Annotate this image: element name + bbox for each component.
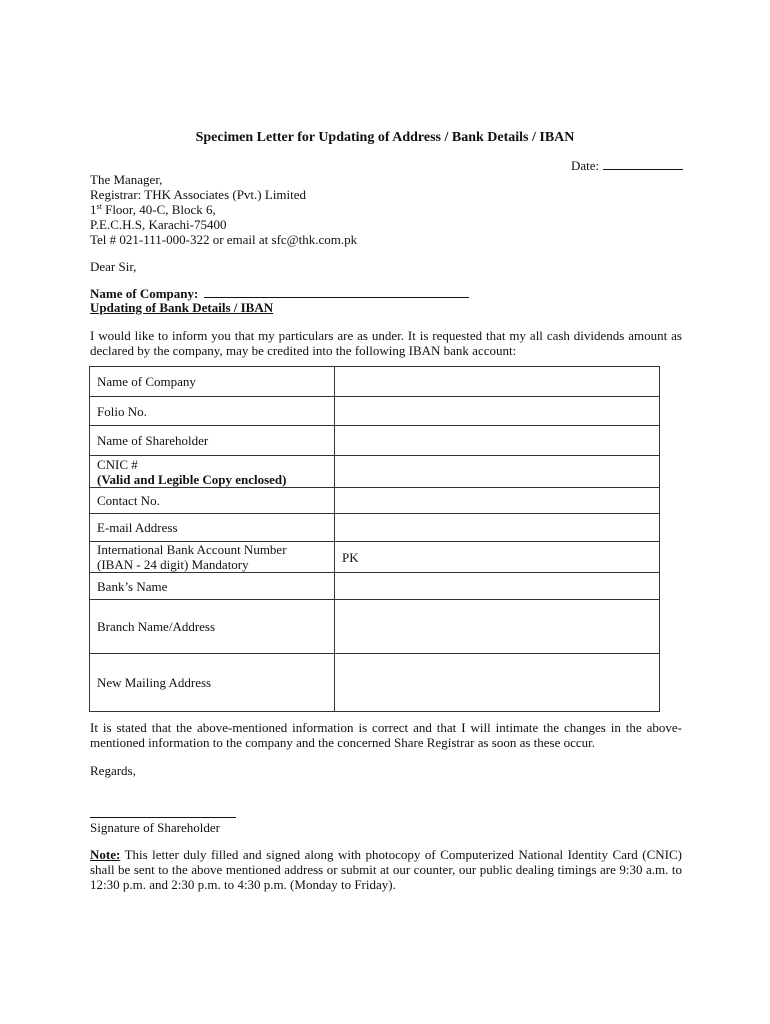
recipient-address <box>90 172 357 247</box>
table-row <box>90 426 660 456</box>
cnic-note: (Valid and Legible Copy enclosed) <box>97 471 287 487</box>
form-label: E-mail Address <box>90 514 335 542</box>
signature-line[interactable] <box>90 805 236 818</box>
floor-suffix: st <box>96 202 102 211</box>
table-row <box>90 542 660 573</box>
table-row <box>90 654 660 712</box>
table-row <box>90 600 660 654</box>
table-row <box>90 367 660 397</box>
address-line: Tel # 021-111-000-322 or email at sfc@thk.com.pk <box>90 232 358 247</box>
subject-line: Updating of Bank Details / IBAN <box>90 300 274 315</box>
date-blank <box>603 157 683 170</box>
cnic-label-cell <box>90 456 335 488</box>
table-row <box>90 488 660 514</box>
closing: Regards, <box>90 763 136 778</box>
address-line: The Manager, <box>90 172 163 187</box>
mailing-address-field[interactable] <box>335 654 660 712</box>
form-label: CNIC # <box>97 456 138 472</box>
form-label: Branch Name/Address <box>90 600 335 654</box>
table-row <box>90 397 660 426</box>
address-line: P.E.C.H.S, Karachi-75400 <box>90 217 227 232</box>
note-paragraph <box>90 847 682 892</box>
statement-paragraph: It is stated that the above-mentioned information is correct and that I will intimate the changes in the above-mentioned information to the company and the concerned Share Registrar as soon as these occur. <box>90 720 682 750</box>
form-label: New Mailing Address <box>90 654 335 712</box>
bank-name-field[interactable] <box>335 573 660 600</box>
table-row <box>90 514 660 542</box>
branch-field[interactable] <box>335 600 660 654</box>
iban-label-cell <box>90 542 335 573</box>
table-row <box>90 456 660 488</box>
company-blank <box>204 285 469 298</box>
address-floor-text: Floor, 40-C, Block 6, <box>105 202 216 217</box>
company-name-field[interactable] <box>335 367 660 397</box>
address-line: Registrar: THK Associates (Pvt.) Limited <box>90 187 307 202</box>
note-text: This letter duly filled and signed along with photocopy of Computerized National Identity Card (CNIC) shall be sent to the above mentioned address or submit at our counter, our public dealing timings are 9:30 a.m. to 12:30 p.m. and 2:30 p.m. to 4:30 p.m. (Monday to Friday). <box>90 847 682 892</box>
shareholder-name-field[interactable] <box>335 426 660 456</box>
date-line <box>571 157 683 173</box>
intro-paragraph: I would like to inform you that my particulars are as under. It is requested that my all cash dividends amount as declared by the company, may be credited into the following IBAN bank account: <box>90 328 682 358</box>
form-label: Name of Shareholder <box>90 426 335 456</box>
note-label: Note: <box>90 847 121 862</box>
salutation: Dear Sir, <box>90 259 137 274</box>
form-label: Contact No. <box>90 488 335 514</box>
date-label: Date: <box>571 158 600 173</box>
floor-number: 1 <box>90 202 97 217</box>
form-label: Folio No. <box>90 397 335 426</box>
details-form-table <box>89 366 660 712</box>
form-label: International Bank Account Number <box>97 542 287 557</box>
folio-field[interactable] <box>335 397 660 426</box>
contact-field[interactable] <box>335 488 660 514</box>
address-line <box>90 202 357 217</box>
company-label: Name of Company: <box>90 286 199 301</box>
company-line <box>90 285 469 301</box>
form-label: (IBAN - 24 digit) Mandatory <box>97 557 249 572</box>
form-label: Name of Company <box>90 367 335 397</box>
signature-label: Signature of Shareholder <box>90 820 220 835</box>
form-label: Bank’s Name <box>90 573 335 600</box>
table-row <box>90 573 660 600</box>
cnic-field[interactable] <box>335 456 660 488</box>
email-field[interactable] <box>335 514 660 542</box>
document-title: Specimen Letter for Updating of Address / Bank Details / IBAN <box>195 130 575 145</box>
iban-field[interactable]: PK <box>335 542 660 573</box>
